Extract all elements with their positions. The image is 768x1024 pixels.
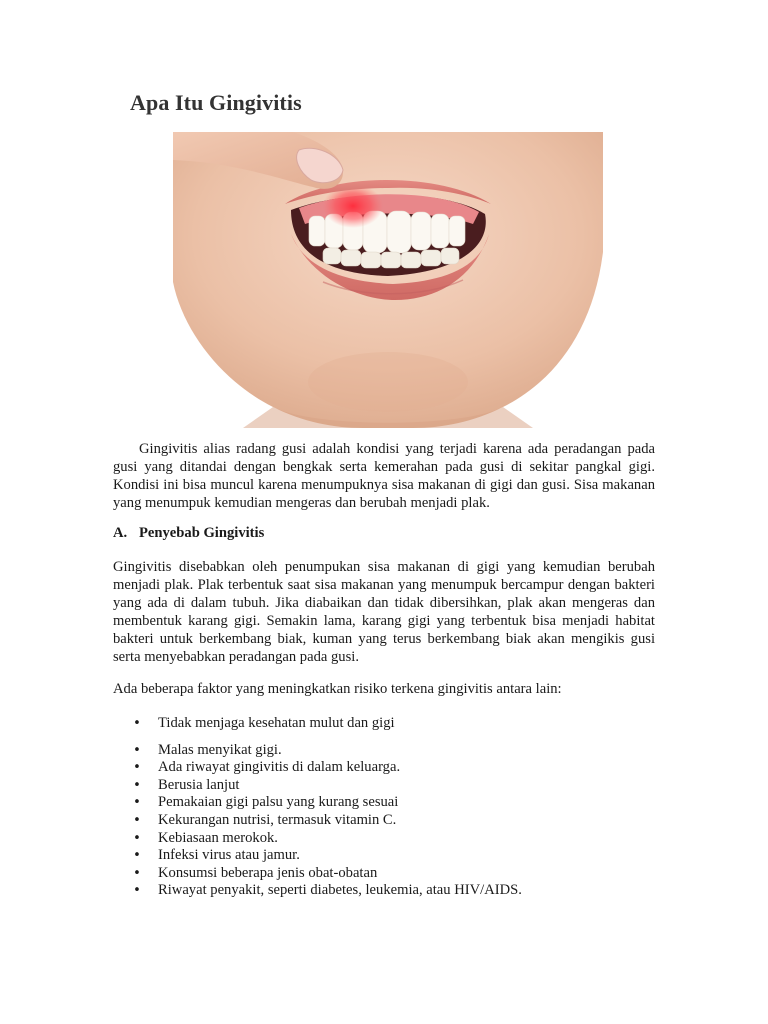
list-item: • Berusia lanjut [130,777,522,795]
section-heading-a [113,525,264,542]
bullet-icon: • [133,830,141,846]
bullet-icon: • [133,760,141,776]
bullet-icon: • [133,865,141,881]
bullet-icon: • [133,795,141,811]
risk-factor-list [130,715,522,900]
intro-paragraph [113,440,655,512]
bullet-icon: • [133,716,141,731]
list-item: • Ada riwayat gingivitis di dalam keluarga. [130,759,522,777]
risk-intro-paragraph: Ada beberapa faktor yang meningkatkan risiko terkena gingivitis antara lain: [113,681,562,697]
gingivitis-photo [173,132,603,428]
list-item: • Riwayat penyakit, seperti diabetes, leukemia, atau HIV/AIDS. [130,882,522,900]
section-title: Penyebab Gingivitis [139,525,265,541]
list-item: • Kebiasaan merokok. [130,830,522,848]
bullet-icon: • [133,812,141,828]
bullet-icon: • [133,848,141,864]
list-item: • Pemakaian gigi palsu yang kurang sesuai [130,794,522,812]
intro-term: Gingivitis [139,441,198,457]
section-letter: A. [113,525,128,541]
cause-paragraph: Gingivitis disebabkan oleh penumpukan sisa makanan di gigi yang kemudian berubah menjadi plak. Plak terbentuk saat sisa makanan yang menumpuk bercampur dengan bakteri yang ada di dalam tubuh. Jika diabaikan dan tidak dibersihkan, plak akan mengeras dan membentuk karang gigi. Semakin lama, karang gigi yang terbentuk bisa menjadi habitat bakteri untuk berkembang biak, kuman yang terus berkembang biak akan mengikis gusi serta menyebabkan peradangan pada gusi. [113,559,655,665]
bullet-icon: • [133,883,141,899]
list-item: • Infeksi virus atau jamur. [130,847,522,865]
bullet-icon: • [133,777,141,793]
list-item: • Malas menyikat gigi. [130,742,522,760]
list-item: • Kekurangan nutrisi, termasuk vitamin C. [130,812,522,830]
bullet-icon: • [133,742,141,758]
list-item: • Konsumsi beberapa jenis obat-obatan [130,865,522,883]
page-title: Apa Itu Gingivitis [130,90,302,115]
intro-text: alias radang gusi adalah kondisi yang terjadi karena ada peradangan pada gusi yang ditandai dengan bengkak serta kemerahan pada gusi di sekitar pangkal gigi. Kondisi ini bisa muncul karena menumpuknya sisa makanan di gigi dan gusi. Sisa makanan yang menumpuk kemudian mengeras dan berubah menjadi plak. [113,441,655,511]
list-item: • Tidak menjaga kesehatan mulut dan gigi [130,715,522,733]
